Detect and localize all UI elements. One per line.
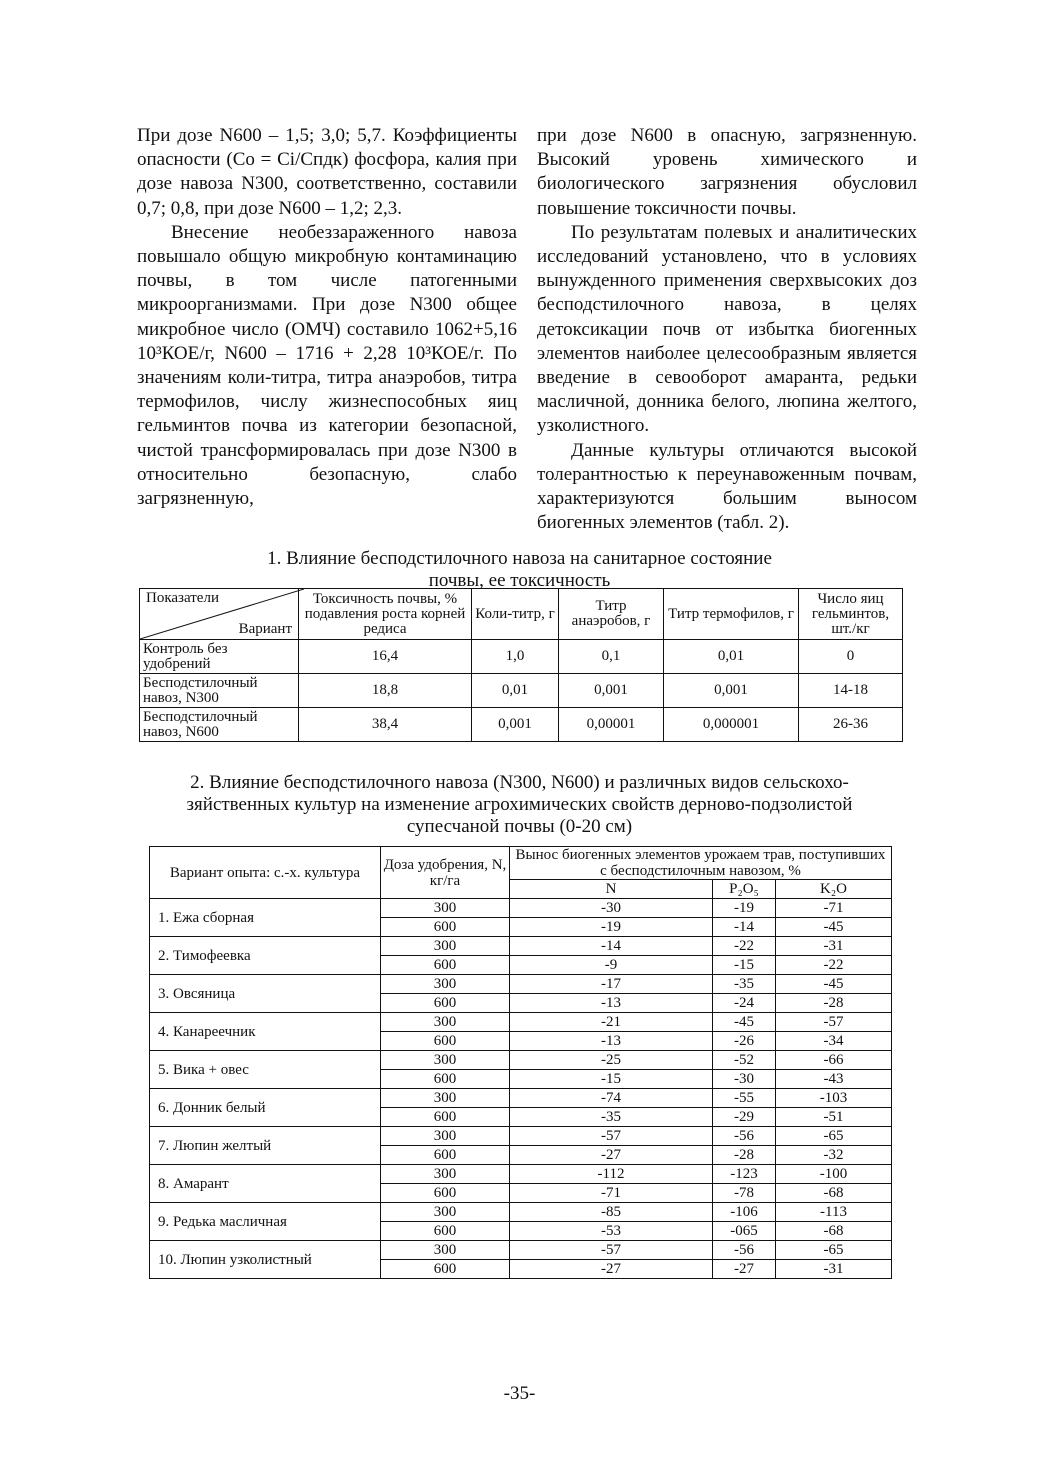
- table-header-row: [140, 589, 903, 640]
- table-row: [150, 1051, 892, 1070]
- p-cell: -15: [713, 956, 776, 975]
- crop-cell: 3. Овсяница: [150, 975, 381, 1013]
- dose-cell: 600: [381, 1260, 510, 1279]
- dose-cell: 300: [381, 1051, 510, 1070]
- page-number: -35-: [503, 1383, 536, 1404]
- n-cell: -35: [510, 1108, 713, 1127]
- k-cell: -22: [776, 956, 892, 975]
- table-row: [140, 640, 903, 674]
- crop-cell: 2. Тимофеевка: [150, 937, 381, 975]
- variant-label: Вариант: [238, 621, 292, 637]
- p-cell: -24: [713, 994, 776, 1013]
- cell: 0,01: [472, 674, 559, 708]
- p-cell: -56: [713, 1241, 776, 1260]
- p-cell: -27: [713, 1260, 776, 1279]
- dose-cell: 600: [381, 956, 510, 975]
- table1-caption: [0, 548, 1039, 592]
- n-cell: -19: [510, 918, 713, 937]
- table-header-row: [150, 847, 892, 880]
- dose-cell: 300: [381, 975, 510, 994]
- dose-cell: 600: [381, 994, 510, 1013]
- k-cell: -45: [776, 975, 892, 994]
- cell: 14-18: [799, 674, 903, 708]
- crop-cell: 1. Ежа сборная: [150, 899, 381, 937]
- paragraph: Внесение необеззараженного навоза повышало общую микробную контаминацию почвы, в том числе патогенными микроорганизмами. При дозе N300 общее микробное число (ОМЧ) составило 1062+5,16 10³КОЕ/г, N600 – 1716 + 2,28 10³КОЕ/г. По значениям коли-титра, титра анаэробов, титра термофилов, числу жизнеспособных яиц гельминтов почва из категории безопасной, чистой трансформировалась при дозе N300 в относительно безопасную, слабо загрязненную,: [137, 221, 517, 510]
- cell: 1,0: [472, 640, 559, 674]
- variant-cell: Контроль без удобрений: [140, 640, 299, 674]
- cell: 0,1: [559, 640, 664, 674]
- header-cell: P₂O₅: [713, 880, 776, 899]
- n-cell: -13: [510, 994, 713, 1013]
- header-cell: Титр анаэробов, г: [559, 589, 664, 640]
- cell: 18,8: [299, 674, 472, 708]
- p-cell: -22: [713, 937, 776, 956]
- k-cell: -32: [776, 1146, 892, 1165]
- table-body: [150, 899, 892, 1279]
- k-cell: -51: [776, 1108, 892, 1127]
- k-cell: -28: [776, 994, 892, 1013]
- dose-cell: 300: [381, 899, 510, 918]
- p-cell: -065: [713, 1222, 776, 1241]
- n-cell: -27: [510, 1260, 713, 1279]
- header-cell: N: [510, 880, 713, 899]
- k-cell: -65: [776, 1241, 892, 1260]
- p-cell: -78: [713, 1184, 776, 1203]
- n-cell: -57: [510, 1241, 713, 1260]
- crop-cell: 9. Редька масличная: [150, 1203, 381, 1241]
- k-cell: -31: [776, 1260, 892, 1279]
- table-row: [150, 1089, 892, 1108]
- k-cell: -68: [776, 1184, 892, 1203]
- caption-line: почвы, ее токсичность: [428, 570, 611, 591]
- header-cell: Титр термофилов, г: [664, 589, 799, 640]
- crop-cell: 8. Амарант: [150, 1165, 381, 1203]
- agrochemical-table: [149, 846, 892, 1279]
- cell: 26-36: [799, 708, 903, 742]
- p-cell: -26: [713, 1032, 776, 1051]
- dose-cell: 300: [381, 1127, 510, 1146]
- header-cell: K₂O: [776, 880, 892, 899]
- n-cell: -85: [510, 1203, 713, 1222]
- header-cell: Вариант опыта: с.-х. культура: [150, 847, 381, 899]
- dose-cell: 600: [381, 1070, 510, 1089]
- indicators-label: Показатели: [146, 590, 219, 606]
- header-cell: Число яиц гельминтов, шт./кг: [799, 589, 903, 640]
- n-cell: -13: [510, 1032, 713, 1051]
- p-cell: -29: [713, 1108, 776, 1127]
- cell: 0,001: [664, 674, 799, 708]
- n-cell: -112: [510, 1165, 713, 1184]
- cell: 0,000001: [664, 708, 799, 742]
- p-cell: -30: [713, 1070, 776, 1089]
- cell: 38,4: [299, 708, 472, 742]
- caption-line: супесчаной почвы (0-20 см): [406, 816, 633, 837]
- p-cell: -35: [713, 975, 776, 994]
- p-cell: -14: [713, 918, 776, 937]
- cell: 0,001: [472, 708, 559, 742]
- k-cell: -34: [776, 1032, 892, 1051]
- paragraph: Данные культуры отличаются высокой толерантностью к переунавоженным почвам, характеризуются большим выносом биогенных элементов (табл. 2).: [537, 439, 917, 534]
- sanitary-state-table: [139, 588, 903, 742]
- n-cell: -71: [510, 1184, 713, 1203]
- p-cell: -19: [713, 899, 776, 918]
- k-cell: -45: [776, 918, 892, 937]
- n-cell: -15: [510, 1070, 713, 1089]
- k-cell: -103: [776, 1089, 892, 1108]
- table-row: [150, 1241, 892, 1260]
- paragraph: При дозе N600 – 1,5; 3,0; 5,7. Коэффициенты опасности (Co = Ci/Спдк) фосфора, калия при дозе навоза N300, соответственно, составили 0,7; 0,8, при дозе N600 – 1,2; 2,3.: [137, 125, 517, 219]
- table-row: [150, 1165, 892, 1184]
- dose-cell: 600: [381, 918, 510, 937]
- dose-cell: 300: [381, 1203, 510, 1222]
- cell: 0,00001: [559, 708, 664, 742]
- crop-cell: 5. Вика + овес: [150, 1051, 381, 1089]
- n-cell: -14: [510, 937, 713, 956]
- n-cell: -27: [510, 1146, 713, 1165]
- header-cell: Доза удобрения, N, кг/га: [381, 847, 510, 899]
- n-cell: -30: [510, 899, 713, 918]
- k-cell: -71: [776, 899, 892, 918]
- paragraph: при дозе N600 в опасную, загрязненную. Высокий уровень химического и биологического загрязнения обусловил повышение токсичности почвы.: [537, 125, 917, 219]
- caption-line: 1. Влияние бесподстилочного навоза на санитарное состояние: [267, 548, 772, 569]
- p-cell: -28: [713, 1146, 776, 1165]
- table-row: [150, 937, 892, 956]
- crop-cell: 4. Канареечник: [150, 1013, 381, 1051]
- table-row: [140, 674, 903, 708]
- variant-cell: Бесподстилочный навоз, N300: [140, 674, 299, 708]
- dose-cell: 300: [381, 1013, 510, 1032]
- k-cell: -68: [776, 1222, 892, 1241]
- table-row: [150, 1127, 892, 1146]
- k-cell: -31: [776, 937, 892, 956]
- table-row: [150, 1013, 892, 1032]
- p-cell: -106: [713, 1203, 776, 1222]
- caption-line: 2. Влияние бесподстилочного навоза (N300, N600) и различных видов сельскохо-: [190, 772, 849, 793]
- dose-cell: 600: [381, 1184, 510, 1203]
- n-cell: -57: [510, 1127, 713, 1146]
- table-row: [150, 975, 892, 994]
- crop-cell: 7. Люпин желтый: [150, 1127, 381, 1165]
- dose-cell: 600: [381, 1108, 510, 1127]
- dose-cell: 300: [381, 1165, 510, 1184]
- k-cell: -43: [776, 1070, 892, 1089]
- p-cell: -45: [713, 1013, 776, 1032]
- p-cell: -52: [713, 1051, 776, 1070]
- n-cell: -53: [510, 1222, 713, 1241]
- left-column: [137, 124, 517, 511]
- table2-caption: [0, 772, 1039, 838]
- cell: 16,4: [299, 640, 472, 674]
- caption-line: зяйственных культур на изменение агрохимических свойств дерново-подзолистой: [186, 794, 853, 815]
- variant-cell: Бесподстилочный навоз, N600: [140, 708, 299, 742]
- paragraph: По результатам полевых и аналитических исследований установлено, что в условиях вынужденного применения сверхвысоких доз бесподстилочного навоза, в целях детоксикации почв от избытка биогенных элементов наиболее целесообразным является введение в севооборот амаранта, редьки масличной, донника белого, люпина желтого, узколистного.: [537, 221, 917, 437]
- dose-cell: 300: [381, 937, 510, 956]
- crop-cell: 6. Донник белый: [150, 1089, 381, 1127]
- header-cell: Коли-титр, г: [472, 589, 559, 640]
- n-cell: -74: [510, 1089, 713, 1108]
- table-row: [150, 899, 892, 918]
- k-cell: -100: [776, 1165, 892, 1184]
- n-cell: -25: [510, 1051, 713, 1070]
- cell: 0,01: [664, 640, 799, 674]
- diagonal-header-cell: [140, 589, 299, 640]
- k-cell: -113: [776, 1203, 892, 1222]
- dose-cell: 600: [381, 1146, 510, 1165]
- k-cell: -66: [776, 1051, 892, 1070]
- cell: 0,001: [559, 674, 664, 708]
- p-cell: -55: [713, 1089, 776, 1108]
- k-cell: -57: [776, 1013, 892, 1032]
- dose-cell: 600: [381, 1032, 510, 1051]
- header-cell: Токсичность почвы, % подавления роста корней редиса: [299, 589, 472, 640]
- p-cell: -123: [713, 1165, 776, 1184]
- n-cell: -9: [510, 956, 713, 975]
- table-row: [140, 708, 903, 742]
- header-cell: Вынос биогенных элементов урожаем трав, поступивших с бесподстилочным навозом, %: [510, 847, 892, 880]
- dose-cell: 600: [381, 1222, 510, 1241]
- n-cell: -21: [510, 1013, 713, 1032]
- dose-cell: 300: [381, 1241, 510, 1260]
- crop-cell: 10. Люпин узколистный: [150, 1241, 381, 1279]
- dose-cell: 300: [381, 1089, 510, 1108]
- p-cell: -56: [713, 1127, 776, 1146]
- cell: 0: [799, 640, 903, 674]
- table-row: [150, 1203, 892, 1222]
- k-cell: -65: [776, 1127, 892, 1146]
- n-cell: -17: [510, 975, 713, 994]
- right-column: [537, 124, 917, 535]
